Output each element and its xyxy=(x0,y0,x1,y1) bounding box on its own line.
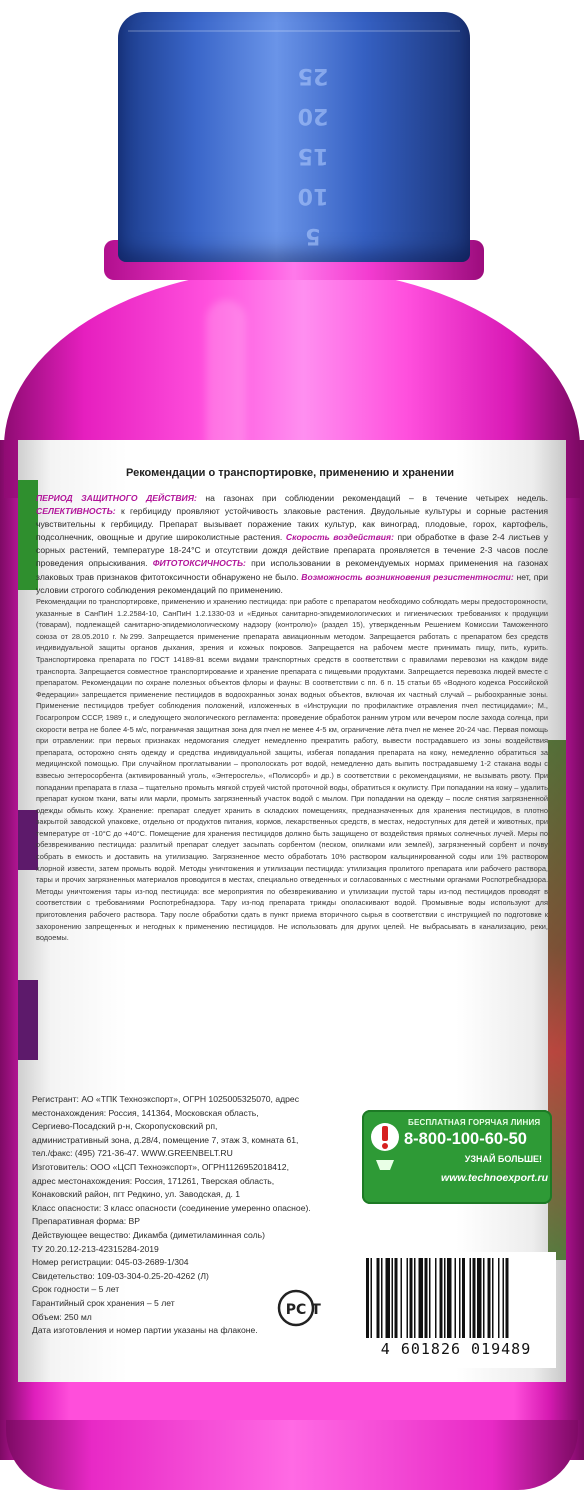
barcode-stripe xyxy=(503,1258,505,1338)
barcode-stripe xyxy=(477,1258,482,1338)
bottle-base xyxy=(6,1420,578,1490)
brand-logo-edge xyxy=(18,480,38,590)
barcode-stripe xyxy=(447,1258,452,1338)
barcode-stripe xyxy=(401,1258,403,1338)
barcode-stripe xyxy=(395,1258,398,1338)
barcode-stripe xyxy=(410,1258,413,1338)
svg-text:Т: Т xyxy=(311,1302,321,1318)
barcode-stripe xyxy=(386,1258,391,1338)
label-front-edge xyxy=(18,480,38,1200)
barcode-stripe xyxy=(492,1258,494,1338)
barcode-stripe xyxy=(425,1258,428,1338)
barcode-stripe xyxy=(459,1258,461,1338)
hotline-caption: БЕСПЛАТНАЯ ГОРЯЧАЯ ЛИНИЯ xyxy=(408,1118,541,1127)
barcode-stripe xyxy=(435,1258,437,1338)
barcode-number: 4 601826 019489 xyxy=(380,1340,532,1358)
barcode-stripe xyxy=(506,1258,509,1338)
label-main-instructions: Рекомендации по транспортировке, применению и хранению пестицида: при работе с препаратом необходимо соблюдать меры предосторожности, указанные в СанПиН 1.2.2584-10, СанПиН 1.2.1330-03 и «Единых санитарно-эпидемиологических и гигиенических требованиях к продукции (товарам), подлежащей санитарно-эпидемиологическому надзору (контролю)» (раздел 15), утвержденным Решением Комиссии Таможенного союза от 28.05.2010 г. №299. Запрещается применение препарата авиационным методом. Запрещается работать с препаратом без средств индивидуальной защиты органов дыхания, зрения и кожных покровов. Запрещается на рабочем месте принимать пищу, пить, курить. Транспортировка препарата по ГОСТ 14189-81 всеми видами транспортных средств в соответствии с правилами перевозки на каждом виде транспорта. Запрещается совместное транспортирование и хранение препарата с пищевыми продуктами. Запрещается перевозка людей вместе с препаратом. Рекомендации по охране полезных объектов флоры и фауны: В соответствии с пп. 6 п. 15 статьи 65 «Водного кодекса Российской Федерации» запрещается применение пестицидов в водоохранных зонах водных объектов, включая их частный случай – рыбоохранные зоны. Применение пестицидов требует соблюдения положений, изложенных в «Инструкции по профилактике отравления пчел пестицидами»; М., Госагропром СССР, 1989 г., и следующего экологического регламента: проведение обработок ранним утром или вечером после захода солнца, при скорости ветра не более 4-5 м/с, пограничная защитная зона для пчел не менее 4-5 км, ограничение лёта пчел не менее 20-24 час. Первая помощь при отравлении: при первых признаках недомогания следует немедленно прекратить работу, вывести пострадавшего из зоны воздействия препарата, осторожно снять одежду и средства индивидуальной защиты, избегая попадания препарата на кожу, немедленно обратиться за медицинской помощью. При случайном проглатывании – прополоскать рот водой, немедленно дать выпить пострадавшему 1-2 стакана воды с взвесью энтеросорбента (активированный уголь, «Энтеросгель», «Полисорб» и др.) в соответствии с рекомендациями, не вызывать рвоту. При попадании препарата в глаза – тщательно промыть мягкой струей чистой проточной воды, обратиться к окулисту. При попадании на кожу – удалить препарат куском ткани, ваты или марли, промыть загрязненный участок водой с мылом. При попадании на одежду – после снятия загрязненной одежды обмыть кожу. Хранение: препарат следует хранить в складских помещениях, предназначенных для хранения пестицидов, в плотно закрытой заводской упаковке, отдельно от продуктов питания, кормов, лекарственных средств, в местах, недоступных для детей и животных, при температуре от -10°С до +40°С. Помещение для хранения пестицидов должно быть защищено от воздействия прямых солнечных лучей. Меры по обезвреживанию пестицида: разлитый препарат следует засыпать сорбентом (песком, опилками или землей), загрязненный сорбент и почву собрать в емкость и доставить на утилизацию. Загрязненное место обработать 10% раствором кальцинированной соды или 1% раствором хлорной извести, затем промыть водой. Методы уничтожения и утилизации пестицида: утилизация пролитого препарата или рабочего раствора, тары и прочих загрязненных материалов проводится в местах, специально отведенных и согласованных с местными органами Роспотребнадзора. Методы уничтожения тары из-под пестицида: все мероприятия по обезвреживанию и утилизации пустой тары из-под пестицидов проводят в соответствии с требованиями Роспотребнадзора. Тару из-под препарата трижды ополаскивают водой. Промывные воды используют для приготовления рабочего раствора. Тару после обработки сдать в пункт приема вторичного сырья в соответствии с инструкцией по подготовке к захоронению запрещенных и негодных к применению пестицидов. Не использовать для других целей. Не выбрасывать в канализацию, реки, водоемы. xyxy=(36,597,548,943)
barcode-stripe xyxy=(444,1258,446,1338)
label-intro-text: ПЕРИОД ЗАЩИТНОГО ДЕЙСТВИЯ: на газонах при соблюдении рекомендаций – в течение четырех недель. СЕЛЕКТИВНОСТЬ: к гербициду проявляют устойчивость злаковые растения. Двудольные культуры и сорные растения чувствительны к гербициду. Препарат вызывает поражение таких культур, как виноград, плодовые, горох, картофель, подсолнечник, овощные и другие широколистные растения. Скорость воздействия: при обработке в фазе 2-4 листьев у сорных растений, температуре 18-24°С и отсутствии дождя действие препарата проявляется в течение 2-3 часов после проведения опрыскивания. ФИТОТОКСИЧНОСТЬ: при использовании в рекомендуемых нормах применения на газонах злаковых трав признаков фитотоксичности обнаружено не было. Возможность возникновения резистентности: нет, при условии строгого соблюдения рекомендаций по применению. xyxy=(36,493,549,595)
barcode-stripe xyxy=(419,1258,424,1338)
barcode-bars xyxy=(366,1258,546,1338)
barcode-stripe xyxy=(366,1258,369,1338)
label-registration-info: Регистрант: АО «ТПК Техноэкспорт», ОГРН 1025005325070, адрес местонахождения: Россия, 141364, Московская область, Сергиево-Посадский р-н, Скоропусковский рп, административный зона, д.28/4, помещение 7, этаж 3, комната 61, тел./факс: (495) 721-36-47. WWW.GREENBELT.RU Изготовитель: ООО «ЦСП Техноэкспорт», ОГРН1126952018412, адрес местонахождения: Россия, 171261, Тверская область, Конаковский район, пгт Редкино, ул. Заводская, д. 1 Класс опасности: 3 класс опасности (соединение умеренно опасное). Препаративная форма: ВР Действующее вещество: Дикамба (диметиламинная соль) ТУ 20.20.12-213-42315284-2019 Номер регистрации: 045-03-2689-1/304 Свидетельство: 109-03-304-0.25-20-4262 (Л) Срок годности – 5 лет Гарантийный срок хранения – 5 лет Объем: 250 мл Дата изготовления и номер партии указаны на флаконе. xyxy=(32,1094,311,1336)
hotline-phone: 8-800-100-60-50 xyxy=(404,1130,527,1148)
barcode-stripe xyxy=(455,1258,457,1338)
hotline-badge xyxy=(362,1110,552,1204)
barcode-stripe xyxy=(462,1258,465,1338)
barcode-stripe xyxy=(429,1258,431,1338)
barcode-stripe xyxy=(483,1258,485,1338)
barcode xyxy=(356,1252,556,1368)
barcode-stripe xyxy=(498,1258,500,1338)
svg-text:РС: РС xyxy=(285,1302,307,1318)
light-reflection xyxy=(206,300,246,460)
hotline-website: www.technoexport.ru xyxy=(441,1172,548,1184)
barcode-stripe xyxy=(473,1258,476,1338)
rst-certification-icon xyxy=(276,1288,326,1328)
barcode-stripe xyxy=(371,1258,373,1338)
exclamation-icon xyxy=(370,1120,400,1172)
barcode-stripe xyxy=(392,1258,394,1338)
cap-ridge xyxy=(128,30,460,32)
hotline-learn-more: УЗНАЙ БОЛЬШЕ! xyxy=(464,1154,542,1164)
barcode-stripe xyxy=(381,1258,383,1338)
barcode-stripe xyxy=(488,1258,491,1338)
label-purple-band xyxy=(18,810,38,870)
cap-measure-scale: 25 20 15 10 5 xyxy=(297,63,329,248)
barcode-stripe xyxy=(470,1258,472,1338)
barcode-stripe xyxy=(414,1258,416,1338)
barcode-stripe xyxy=(377,1258,380,1338)
barcode-stripe xyxy=(440,1258,443,1338)
label-title: Рекомендации о транспортировке, применению и хранении xyxy=(126,467,454,479)
barcode-stripe xyxy=(407,1258,409,1338)
label-purple-band xyxy=(18,980,38,1060)
